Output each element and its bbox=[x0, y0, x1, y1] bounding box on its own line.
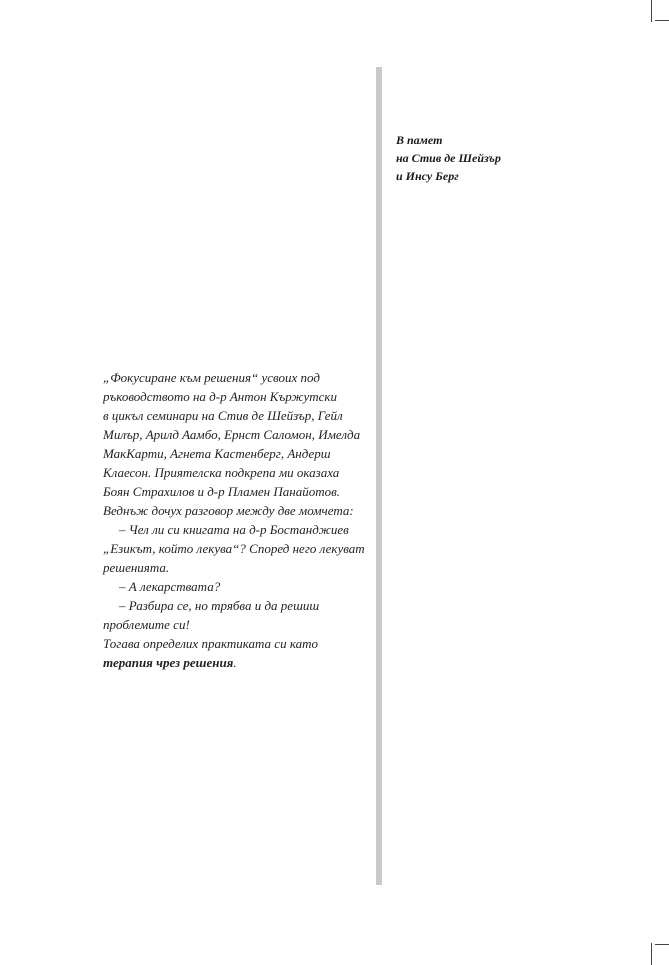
emphasis-term: терапия чрез решения bbox=[103, 655, 234, 670]
dialogue-line: – Разбира се, но трябва и да решиш bbox=[119, 598, 320, 613]
dedication-line: и Инсу Берг bbox=[396, 169, 459, 183]
text-line: Веднъж дочух разговор между две момчета: bbox=[103, 503, 354, 518]
text-line: Тогава определих практиката си като bbox=[103, 636, 318, 651]
dialogue-line: – А лекарствата? bbox=[119, 579, 221, 594]
dedication-line: на Стив де Шейзър bbox=[396, 151, 501, 165]
text-line: решенията. bbox=[103, 560, 170, 575]
dedication-line: В памет bbox=[396, 133, 443, 147]
text-line: МакКарти, Агнета Кастенберг, Андерш bbox=[103, 446, 331, 461]
text-line: ръководството на д-р Антон Кържутски bbox=[103, 389, 337, 404]
crop-mark-bottom-right-vertical bbox=[651, 943, 652, 965]
crop-mark-top-right-horizontal bbox=[655, 20, 669, 21]
text-line: проблемите си! bbox=[103, 617, 190, 632]
crop-mark-top-right-vertical bbox=[651, 0, 652, 22]
vertical-divider bbox=[376, 67, 382, 885]
final-line bbox=[103, 653, 373, 672]
dedication bbox=[396, 131, 636, 185]
text-line: Клаесон. Приятелска подкрепа ми оказаха bbox=[103, 465, 340, 480]
text-line: Боян Страхилов и д-р Пламен Панайотов. bbox=[103, 484, 340, 499]
acknowledgement-text bbox=[103, 368, 373, 672]
text-line: Милър, Арилд Аамбо, Ернст Саломон, Имелда bbox=[103, 427, 361, 442]
dialogue-line: – Чел ли си книгата на д-р Бостанджиев bbox=[119, 522, 349, 537]
text-line: в цикъл семинари на Стив де Шейзър, Гейл bbox=[103, 408, 343, 423]
final-punctuation: . bbox=[233, 655, 237, 670]
text-line: „Фокусиране към решения“ усвоих под bbox=[103, 370, 320, 385]
crop-mark-bottom-right-horizontal bbox=[655, 944, 669, 945]
text-line: „Езикът, който лекува“? Според него лекуват bbox=[103, 541, 365, 556]
